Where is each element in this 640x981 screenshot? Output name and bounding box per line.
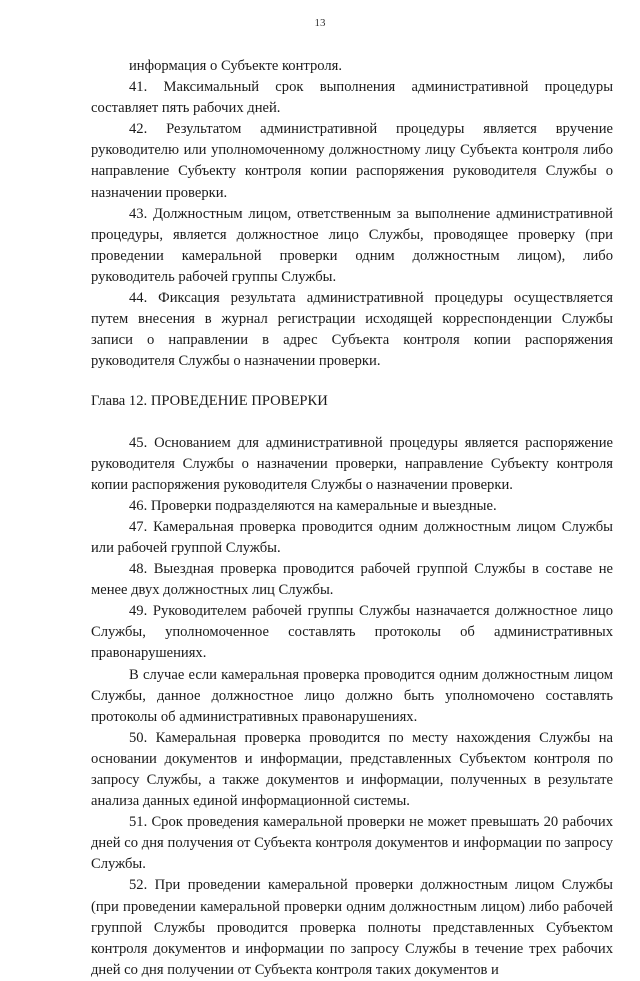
paragraph-44: 44. Фиксация результата административной процедуры осуществляется путем внесения в журнал регистрации исходящей корреспонденции Службы записи о направлении в адрес Субъекта контроля копии распоряжения руководителя Службы о назначении проверки. [91, 290, 613, 370]
paragraph-49: 49. Руководителем рабочей группы Службы назначается должностное лицо Службы, уполномоченное составлять протоколы об административных правонарушениях. [91, 603, 613, 662]
paragraph-52: 52. При проведении камеральной проверки должностным лицом Службы (при проведении камеральной проверки одним должностным лицом) либо рабочей группой Службы проводится проверка полноты представленных Субъектом контроля документов и информации по запросу Службы в течение трех рабочих дней со дня получении от Субъекта контроля таких документов и [91, 877, 613, 978]
paragraph-49-addendum: В случае если камеральная проверка проводится одним должностным лицом Службы, данное должностное лицо должно быть уполномочено составлять протоколы об административных правонарушениях. [91, 666, 613, 725]
paragraph-51: 51. Срок проведения камеральной проверки не может превышать 20 рабочих дней со дня получения от Субъекта контроля документов и информации по запросу Службы. [91, 814, 613, 873]
paragraph-46: 46. Проверки подразделяются на камеральные и выездные. [129, 497, 497, 514]
paragraph-41: 41. Максимальный срок выполнения административной процедуры составляет пять рабочих дней. [91, 79, 613, 117]
paragraph-50: 50. Камеральная проверка проводится по месту нахождения Службы на основании документов и информации, представленных Субъектом контроля по запросу Службы, а также документов и информации, полученных в результате анализа данных единой информационной системы. [91, 729, 613, 810]
page-number: 13 [314, 17, 326, 29]
paragraph-continuation: информация о Субъекте контроля. [129, 58, 343, 74]
paragraph-48: 48. Выездная проверка проводится рабочей группой Службы в составе не менее двух должностных лиц Службы. [91, 561, 613, 599]
document-body [91, 56, 613, 981]
paragraph-42: 42. Результатом административной процедуры является вручение руководителю или уполномоченному должностному лицу Субъекта контроля либо направление Субъекту контроля копии распоряжения руководителя Службы о назначении проверки. [91, 121, 613, 201]
paragraph-43: 43. Должностным лицом, ответственным за выполнение административной процедуры, является должностное лицо Службы, проводящее проверку (при проведении камеральной проверки одним должностным лицом), либо руководитель рабочей группы Службы. [91, 205, 613, 285]
paragraph-45: 45. Основанием для административной процедуры является распоряжение руководителя Службы о назначении проверки, направление Субъекту контроля копии распоряжения руководителя Службы о назначении проверки. [91, 434, 613, 493]
paragraph-47: 47. Камеральная проверка проводится одним должностным лицом Службы или рабочей группой Службы. [91, 518, 613, 556]
chapter-heading: Глава 12. ПРОВЕДЕНИЕ ПРОВЕРКИ [91, 393, 328, 410]
